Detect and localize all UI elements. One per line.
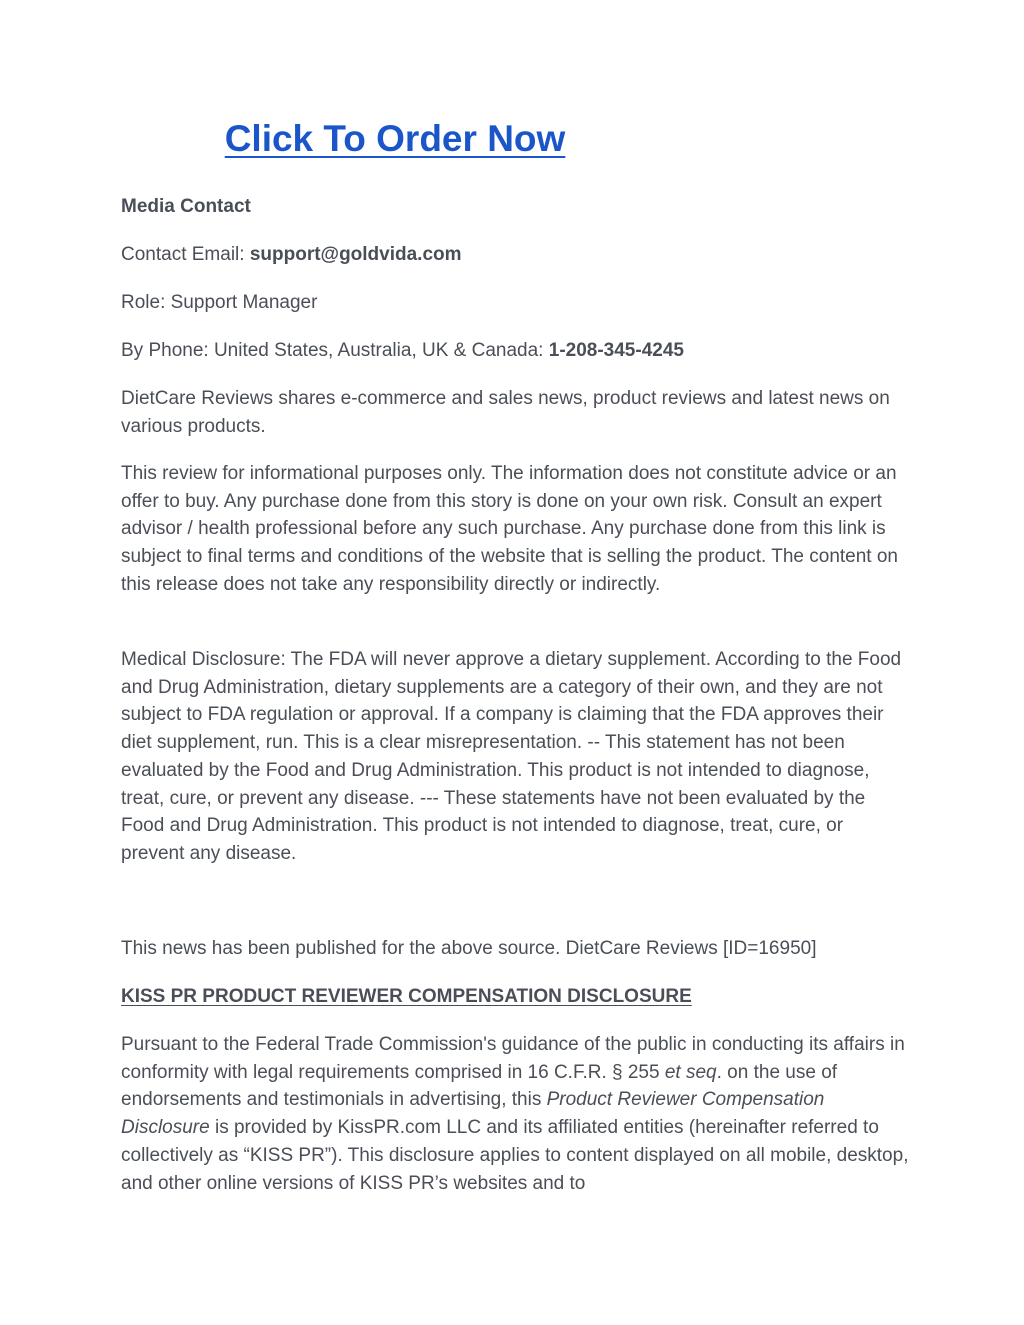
contact-email-value[interactable]: support@goldvida.com [249, 244, 462, 265]
contact-email-label: Contact Email: [121, 244, 250, 265]
medical-disclosure-paragraph: Medical Disclosure: The FDA will never approve a dietary supplement. According to the Food and Drug Administration, dietary supplements are a category of their own, and they are not subject to FDA regulation or approval. If a company is claiming that the FDA approves their diet supplement, run. This is a clear misrepresentation. -- This statement has not been evaluated by the Food and Drug Administration. This product is not intended to diagnose, treat, cure, or prevent any disease. --- These statements have not been evaluated by the Food and Drug Administration. This product is not intended to diagnose, treat, cure, or prevent any disease. [121, 649, 902, 864]
published-note: This news has been published for the above source. DietCare Reviews [ID=16950] [121, 938, 817, 959]
media-contact-heading: Media Contact [121, 196, 251, 217]
kiss-text-italic1: et seq [664, 1061, 717, 1083]
phone-line [121, 337, 911, 365]
kiss-text-part3: is provided by KissPR.com LLC and its affiliated entities (hereinafter referred to collectively as “KISS PR”). This disclosure applies to content displayed on all mobile, desktop, and other online versions of KISS PR’s websites and to [121, 1117, 909, 1194]
phone-value: 1-208-345-4245 [548, 340, 684, 361]
kiss-text-part1: Pursuant to the Federal Trade Commission's guidance of the public in conducting its affairs in conformity with legal requirements comprised in 16 C.F.R. § 255 [121, 1034, 905, 1083]
disclaimer-paragraph: This review for informational purposes only. The information does not constitute advice or an offer to buy. Any purchase done from this story is done on your own risk. Consult an expert advisor / health professional before any such purchase. Any purchase done from this link is subject to final terms and conditions of the website that is selling the product. The content on this release does not take any responsibility directly or indirectly. [121, 463, 898, 595]
kiss-disclosure-paragraph [121, 1031, 911, 1197]
phone-label: By Phone: United States, Australia, UK & Canada: [121, 340, 549, 361]
role-line: Role: Support Manager [121, 292, 318, 313]
kiss-text-part2: . on the use of endorsements and testimonials in advertising, this [121, 1061, 838, 1111]
about-paragraph: DietCare Reviews shares e-commerce and sales news, product reviews and latest news on various products. [121, 388, 890, 437]
click-to-order-link[interactable]: Click To Order Now [224, 118, 566, 159]
contact-email-line [121, 241, 911, 269]
kiss-disclosure-heading: KISS PR PRODUCT REVIEWER COMPENSATION DISCLOSURE [121, 986, 692, 1007]
kiss-text-italic2: Product Reviewer Compensation Disclosure [121, 1089, 825, 1139]
